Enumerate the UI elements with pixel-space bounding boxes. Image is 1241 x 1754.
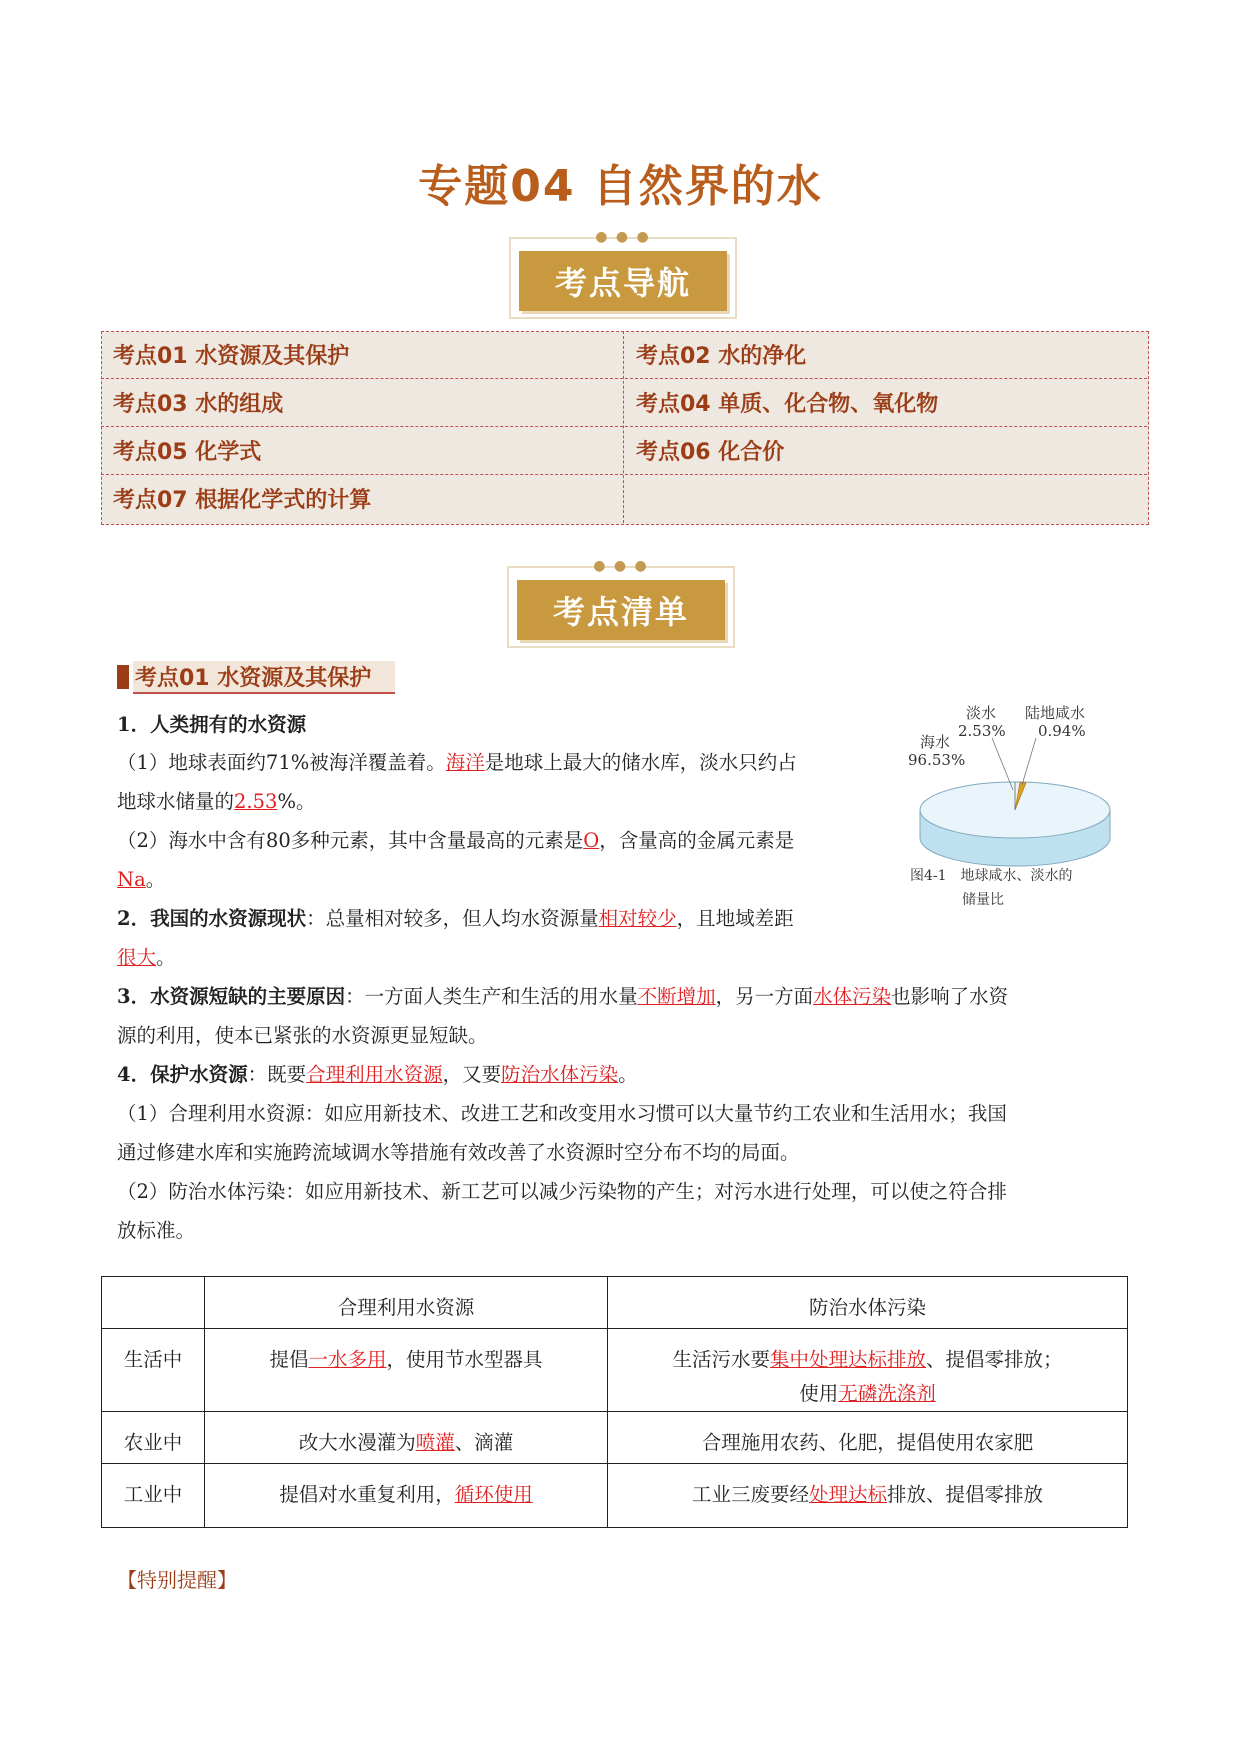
pie-label-fresh: 淡水 (966, 704, 997, 722)
section-heading-text: 考点01 水资源及其保护 (133, 661, 395, 694)
para-3a: 2．我国的水资源现状：总量相对较多，但人均水资源量相对较少，且地域差距 (117, 907, 794, 930)
para-6b: 通过修建水库和实施跨流域调水等措施有效改善了水资源时空分布不均的局面。 (117, 1141, 800, 1164)
banner-list-label: 考点清单 (517, 580, 725, 640)
pie-val-sea: 96.53% (908, 751, 966, 769)
para-4b: 源的利用，使本已紧张的水资源更显短缺。 (117, 1024, 488, 1047)
pie-caption-2: 储量比 (962, 892, 1004, 908)
row-label-life: 生活中 (102, 1329, 205, 1412)
cell-industry-pollution: 工业三废要经处理达标排放、提倡零排放 (608, 1464, 1128, 1528)
special-reminder: 【特别提醒】 (117, 1568, 237, 1592)
banner-nav-label: 考点导航 (519, 251, 727, 311)
cell-agri-use: 改大水漫灌为喷灌、滴灌 (205, 1412, 608, 1464)
col-header-2: 防治水体污染 (608, 1277, 1128, 1329)
cell-agri-pollution: 合理施用农药、化肥，提倡使用农家肥 (608, 1412, 1128, 1464)
nav-item-06[interactable]: 考点06 化合价 (636, 440, 785, 465)
nav-item-05[interactable]: 考点05 化学式 (113, 440, 262, 465)
pie-label-salt: 陆地咸水 (1025, 704, 1086, 722)
para-1a: （1）地球表面约71%被海洋覆盖着。海洋是地球上最大的储水库，淡水只约占 (117, 751, 797, 774)
para-5: 4．保护水资源：既要合理利用水资源，又要防治水体污染。 (117, 1063, 638, 1086)
para-2a: （2）海水中含有80多种元素，其中含量最高的元素是O，含量高的金属元素是 (117, 829, 795, 852)
banner-nav: ● ● ● 考点导航 (509, 237, 737, 319)
para-7a: （2）防治水体污染：如应用新技术、新工艺可以减少污染物的产生；对污水进行处理，可以使之符合排 (117, 1180, 1007, 1203)
para-7b: 放标准。 (117, 1219, 196, 1242)
cell-life-use: 提倡一水多用，使用节水型器具 (205, 1329, 608, 1412)
para-2b: Na。 (117, 868, 166, 891)
para-3b: 很大。 (117, 946, 176, 969)
banner-list: ● ● ● 考点清单 (507, 566, 735, 648)
para-6a: （1）合理利用水资源：如应用新技术、改进工艺和改变用水习惯可以大量节约工农业和生活用水；我国 (117, 1102, 1007, 1125)
section-heading (117, 662, 395, 692)
pie-caption-1: 图4-1 地球咸水、淡水的 (910, 868, 1073, 884)
pie-val-fresh: 2.53% (958, 722, 1006, 740)
page-title: 专题04 自然界的水 (418, 161, 823, 212)
nav-item-04[interactable]: 考点04 单质、化合物、氧化物 (636, 392, 939, 417)
col-header-1: 合理利用水资源 (205, 1277, 608, 1329)
nav-item-03[interactable]: 考点03 水的组成 (113, 392, 284, 417)
row-label-agri: 农业中 (102, 1412, 205, 1464)
para-1b: 地球水储量的2.53%。 (117, 790, 316, 813)
water-protection-table (101, 1276, 1128, 1528)
heading-1: 1．人类拥有的水资源 (117, 713, 307, 736)
pie-label-sea: 海水 (920, 733, 951, 751)
para-4a: 3．水资源短缺的主要原因：一方面人类生产和生活的用水量不断增加，另一方面水体污染也影响了水资 (117, 985, 1009, 1008)
cell-industry-use: 提倡对水重复利用，循环使用 (205, 1464, 608, 1528)
nav-item-02[interactable]: 考点02 水的净化 (636, 344, 807, 369)
nav-item-07[interactable]: 考点07 根据化学式的计算 (113, 488, 372, 513)
cell-life-pollution: 生活污水要集中处理达标排放、提倡零排放； 使用无磷洗涤剂 (608, 1329, 1128, 1412)
pie-val-salt: 0.94% (1038, 722, 1086, 740)
row-label-industry: 工业中 (102, 1464, 205, 1528)
nav-item-01[interactable]: 考点01 水资源及其保护 (113, 344, 350, 369)
water-pie-figure (900, 700, 1130, 930)
